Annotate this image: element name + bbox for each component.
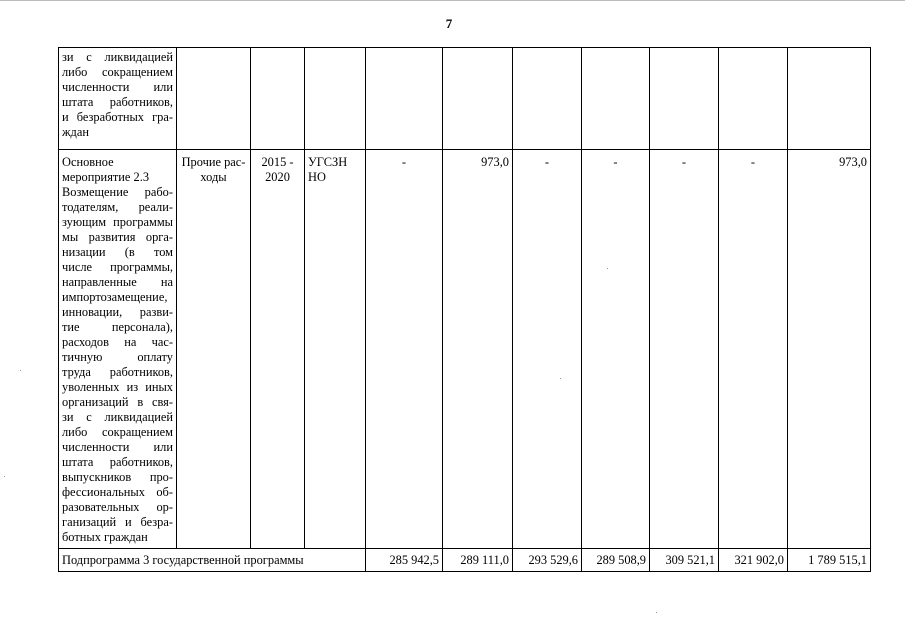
scan-speck [4, 476, 5, 477]
page-number: 7 [445, 16, 453, 31]
text-line: низации (в том [62, 245, 173, 259]
text-line: направленные на [62, 275, 173, 289]
period-start: 2015 - [261, 155, 294, 169]
text-line: зующим программы [62, 215, 173, 229]
scan-speck [20, 370, 21, 371]
subtotal-value-3: 293 529,6 [513, 549, 582, 572]
text-line: разовательных ор- [62, 500, 173, 514]
subtotal-value-6: 321 902,0 [719, 549, 788, 572]
period-cell [251, 150, 305, 549]
value-cell-1: - [366, 150, 443, 549]
text-line: тие персонала), [62, 320, 173, 334]
text-line: численности или [62, 440, 173, 454]
text-line: зи с ликвидацией [62, 410, 173, 424]
empty-cell [305, 48, 366, 150]
text-line: численности или [62, 80, 173, 94]
text-line: либо сокращением [62, 425, 173, 439]
value-cell-3: - [513, 150, 582, 549]
text-line: уволенных из иных [62, 380, 173, 394]
subtotal-value-2: 289 111,0 [443, 549, 513, 572]
text-line: импортозамещение, [62, 290, 168, 304]
expense-type-line: ходы [200, 170, 227, 184]
executor-line: УГСЗН [308, 155, 348, 169]
text-line: и безработных гра- [62, 110, 173, 124]
top-edge-line [0, 0, 905, 1]
period-end: 2020 [265, 170, 290, 184]
text-line: инновации, разви- [62, 305, 173, 319]
empty-cell [513, 48, 582, 150]
expense-type-cell [177, 150, 251, 549]
text-line: труда работников, [62, 365, 173, 379]
subtotal-row [59, 549, 871, 572]
text-line: тодателям, реали- [62, 200, 173, 214]
empty-cell [443, 48, 513, 150]
text-line: числе программы, [62, 260, 173, 274]
value-cell-4: - [582, 150, 650, 549]
value-cell-2: 973,0 [443, 150, 513, 549]
text-line: ждан [62, 125, 89, 139]
subtotal-value-4: 289 508,9 [582, 549, 650, 572]
empty-cell [177, 48, 251, 150]
empty-cell [650, 48, 719, 150]
text-line: организаций в свя- [62, 395, 173, 409]
measure-title: Основное [62, 155, 114, 169]
budget-table [58, 47, 871, 572]
measure-title: мероприятие 2.3 [62, 170, 150, 184]
value-cell-6: - [719, 150, 788, 549]
subtotal-value-1: 285 942,5 [366, 549, 443, 572]
subtotal-value-5: 309 521,1 [650, 549, 719, 572]
subtotal-value-total: 1 789 515,1 [788, 549, 871, 572]
table-row [59, 48, 871, 150]
text-line: фессиональных об- [62, 485, 173, 499]
empty-cell [788, 48, 871, 150]
empty-cell [251, 48, 305, 150]
text-line: штата работников, [62, 95, 173, 109]
continued-description-cell [59, 48, 177, 150]
table-row [59, 150, 871, 549]
empty-cell [719, 48, 788, 150]
text-line: расходов на час- [62, 335, 173, 349]
text-line: зи с ликвидацией [62, 50, 173, 64]
executor-line: НО [308, 170, 326, 184]
text-line: выпускников про- [62, 470, 173, 484]
value-cell-5: - [650, 150, 719, 549]
empty-cell [582, 48, 650, 150]
text-line: либо сокращением [62, 65, 173, 79]
text-line: тичную оплату [62, 350, 173, 364]
measure-description-cell [59, 150, 177, 549]
text-line: Возмещение рабо- [62, 185, 173, 199]
subtotal-label: Подпрограмма 3 государственной программы [59, 549, 366, 572]
expense-type-line: Прочие рас- [181, 155, 246, 169]
value-cell-total: 973,0 [788, 150, 871, 549]
scan-speck [560, 378, 561, 379]
text-line: ганизаций и безра- [62, 515, 173, 529]
text-line: ботных граждан [62, 530, 148, 544]
empty-cell [366, 48, 443, 150]
text-line: штата работников, [62, 455, 173, 469]
scan-speck [607, 268, 608, 269]
scan-speck [656, 612, 657, 613]
text-line: мы развития орга- [62, 230, 173, 244]
executor-cell [305, 150, 366, 549]
